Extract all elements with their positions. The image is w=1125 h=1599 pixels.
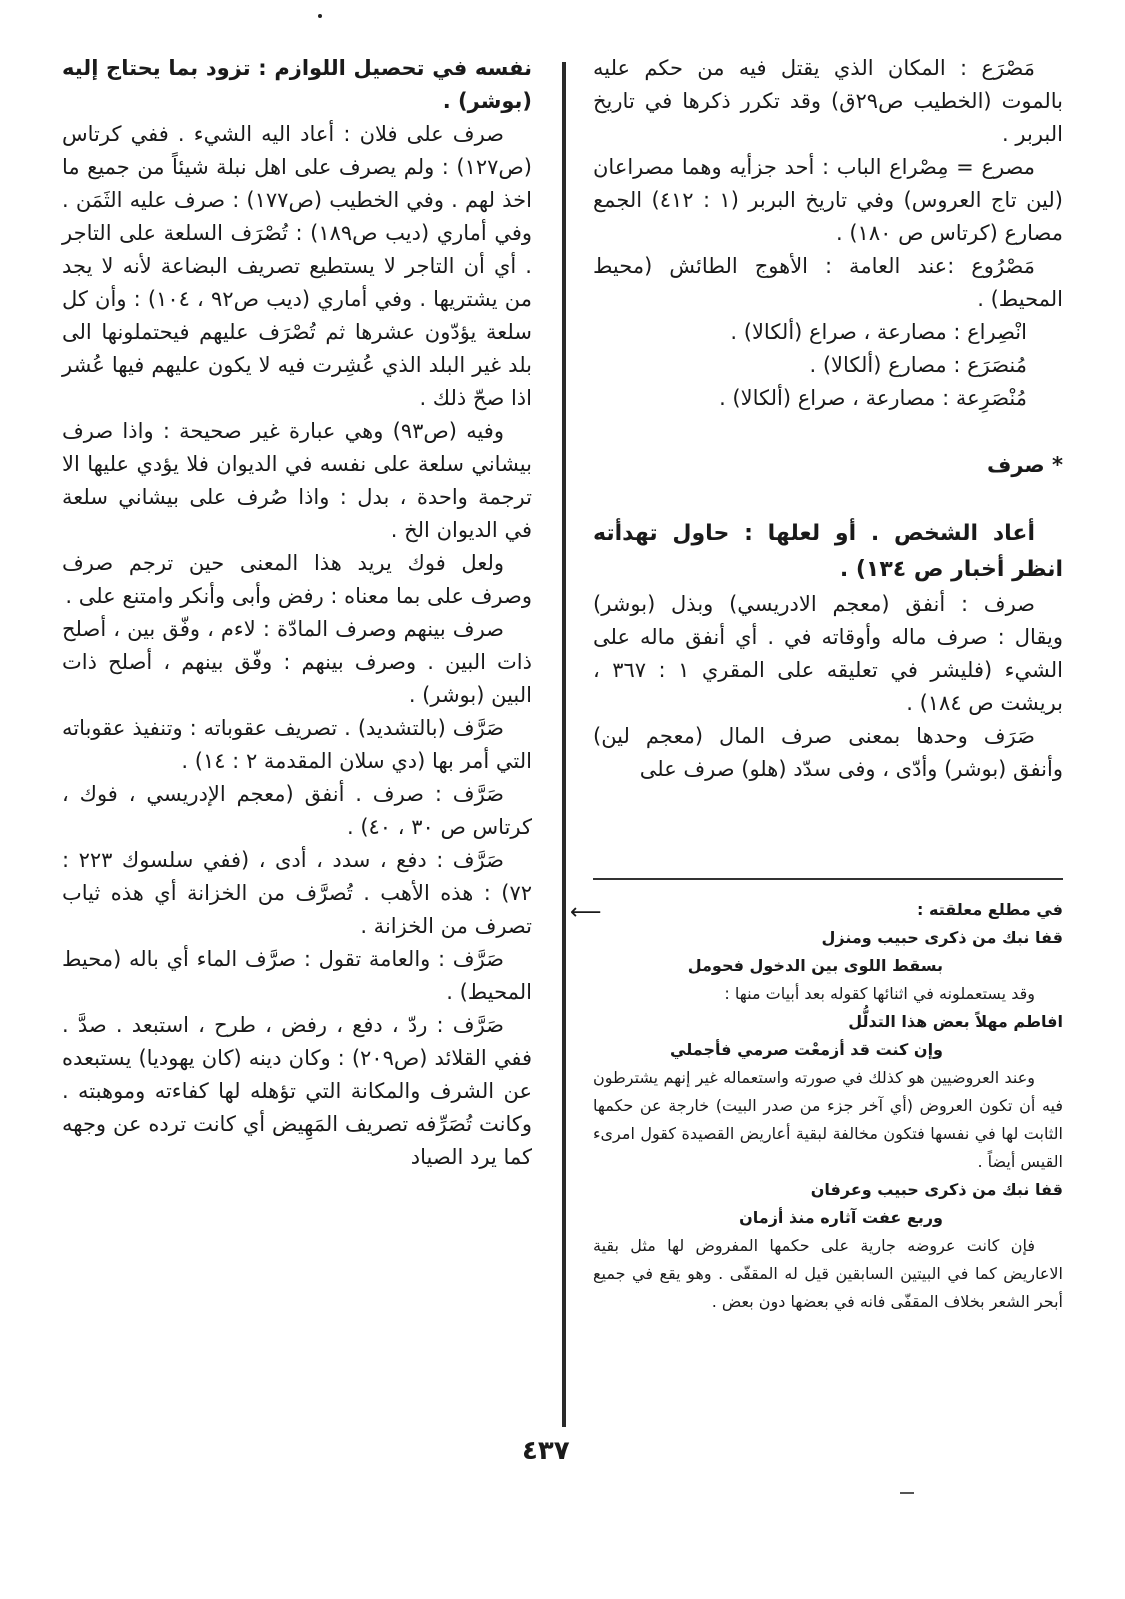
entry-masru: مَصْرُوع :عند العامة : الأهوج الطائش (محيط المحيط) .: [593, 254, 1063, 311]
footnote-rule: [593, 878, 1063, 880]
entry-sarf-anfaqa: صرف : أنفق (معجم الادريسي) وبذل (بوشر) ويقال : صرف ماله وأوقاته في . أي أنفق ماله على الشيء (فليشر في تعليقه على المقري ١ : ٣٦٧ ، بريشت ص ١٨٤) .: [593, 592, 1064, 715]
section-heading-sarf: * صرف: [986, 453, 1063, 477]
entry-sarrafa-dafaa: صَرَّف : دفع ، سدد ، أدى ، (ففي سلسوك ٢٢٣ : ٧٢) : هذه الأهب . تُصرَّف من الخزانة أي هذه ثياب تصرف من الخزانة .: [62, 848, 532, 938]
entry-sarf-ala: صرف على فلان : أعاد اليه الشيء . ففي كرتاس (ص١٢٧) : ولم يصرف على اهل نبلة شيئاً من جميع ما اخذ لهم . وفي الخطيب (ص١٧٧) : صرف عليه الثَمَن . وفي أماري (ديب ص١٨٩) : تُصْرَف السلعة على التاجر . أي أن التاجر لا يستطيع تصريف البضاعة لأنه لا يجد من يشتريها . وفي أماري (ديب ص٩٢ ، ١٠٤) : وأن كل سلعة يؤدّون عشرها ثم تُصْرَف عليهم فيحتملونها الى بلد غير البلد الذي عُشِرت فيه لا يكون عليهم فيها عُشر اذا صحّ ذلك .: [62, 122, 532, 410]
footnote-text: فإن كانت عروضه جارية على حكمها المفروض لها مثل بقية الاعاريض كما في البيتين السابقين قيل له المقفّى . وهو يقع في جميع أبحر الشعر بخلاف المقفّى فانه في بعضها دون بعض .: [593, 1236, 1063, 1311]
verse-line: وربع عفت آثاره منذ أزمان: [739, 1208, 943, 1227]
entry-sarf-fihi: وفيه (ص٩٣) وهي عبارة غير صحيحة : واذا صرف بيشاني سلعة على نفسه في الديوان فلا يؤدي عليها الا ترجمة واحدة ، بدل : واذا صُرف على بيشاني سلعة في الديوان الخ .: [62, 419, 532, 542]
page-number: ٤٣٧: [522, 1436, 570, 1466]
entry-sarrafa-tashdid: صَرَّف (بالتشديد) . تصريف عقوباته : وتنفيذ عقوباته التي أمر بها (دي سلان المقدمة ٢ : ١٤) .: [62, 716, 532, 773]
entry-continuation: نفسه في تحصيل اللوازم : تزود بما يحتاج إليه (بوشر) .: [62, 56, 532, 113]
entry-munsara: مُنصَرَع : مصارع (ألكالا) .: [809, 353, 1027, 377]
right-column: [593, 52, 1063, 786]
footnote-text: وقد يستعملونه في اثنائها كقوله بعد أبيات منها :: [724, 984, 1035, 1003]
ink-speck: [318, 14, 322, 18]
left-column: [62, 52, 532, 1174]
entry-sarf-baynahum: صرف بينهم وصرف المادّة : لاءم ، وفّق بين ، أصلح ذات البين . وصرف بينهم : وفّق بينهم ، أصلح ذات البين (بوشر) .: [62, 617, 532, 707]
verse-line: افاطم مهلاً بعض هذا التدلُّل: [848, 1012, 1063, 1031]
entry-insira: انْصِراع : مصارعة ، صراع (ألكالا) .: [730, 320, 1027, 344]
entry-misra: مصرع = مِصْراع الباب : أحد جزأيه وهما مصراعان (لين تاج العروس) وفي تاريخ البربر (١ : ٤١٢) الجمع مصارع (كرتاس ص ١٨٠) .: [593, 155, 1063, 245]
verse-line: بسقط اللوى بين الدخول فحومل: [687, 956, 943, 975]
verse-line: قفا نبك من ذكرى حبيب وعرفان: [810, 1180, 1063, 1199]
entry-munsarea: مُنْصَرِعة : مصارعة ، صراع (ألكالا) .: [719, 386, 1027, 410]
footnote-text: وعند العروضيين هو كذلك في صورته واستعماله غير إنهم يشترطون فيه أن تكون العروض (أي آخر جزء من صدر البيت) خارجة عن حكمها الثابت لها في نفسها فتكون مخالفة لبقية أعاريض القصيدة كقول امرىء القيس أيضاً .: [593, 1068, 1063, 1171]
entry-fock: ولعل فوك يريد هذا المعنى حين ترجم صرف وصرف على بما معناه : رفض وأبى وأنكر وامتنع على .: [62, 551, 532, 608]
entry-sarrafa-aamma: صَرَّف : والعامة تقول : صرَّف الماء أي باله (محيط المحيط) .: [62, 947, 532, 1004]
verse-line: قفا نبك من ذكرى حبيب ومنزل: [821, 928, 1063, 947]
entry-sarrafa-anfaqa: صَرَّف : صرف . أنفق (معجم الإدريسي ، فوك ، كرتاس ص ٣٠ ، ٤٠) .: [62, 782, 532, 839]
footnote-arrow-icon: ⟵: [570, 900, 602, 925]
column-divider: [562, 62, 566, 1427]
footnote: [593, 896, 1063, 1316]
entry-masra: مَصْرَع : المكان الذي يقتل فيه من حكم عليه بالموت (الخطيب ص٢٩ق) وقد تكرر ذكرها في تاريخ البربر .: [593, 56, 1063, 146]
footnote-label: في مطلع معلقته :: [917, 900, 1063, 919]
verse-line: وإن كنت قد أزمعْت صرمي فأجملي: [670, 1040, 943, 1059]
entry-sarf-intro: أعاد الشخص . أو لعلها : حاول تهدأته انظر أخبار ص ١٣٤) .: [593, 521, 1063, 582]
bottom-dash: [900, 1492, 914, 1494]
entry-sarrafa-radda: صَرَّف : ردّ ، دفع ، رفض ، طرح ، استبعد . صدَّ . ففي القلائد (ص٢٠٩) : وكان دينه (كان يهوديا) يستبعده عن الشرف والمكانة التي تؤهله لها كفاءته وموهبته . وكانت تُصَرِّفه تصريف المَهِيض أي كانت ترده عن وجهه كما يرد الصياد: [62, 1013, 532, 1169]
entry-sarf-alone: صَرَف وحدها بمعنى صرف المال (معجم لين) وأنفق (بوشر) وأدّى ، وفى سدّد (هلو) صرف على: [593, 724, 1063, 781]
